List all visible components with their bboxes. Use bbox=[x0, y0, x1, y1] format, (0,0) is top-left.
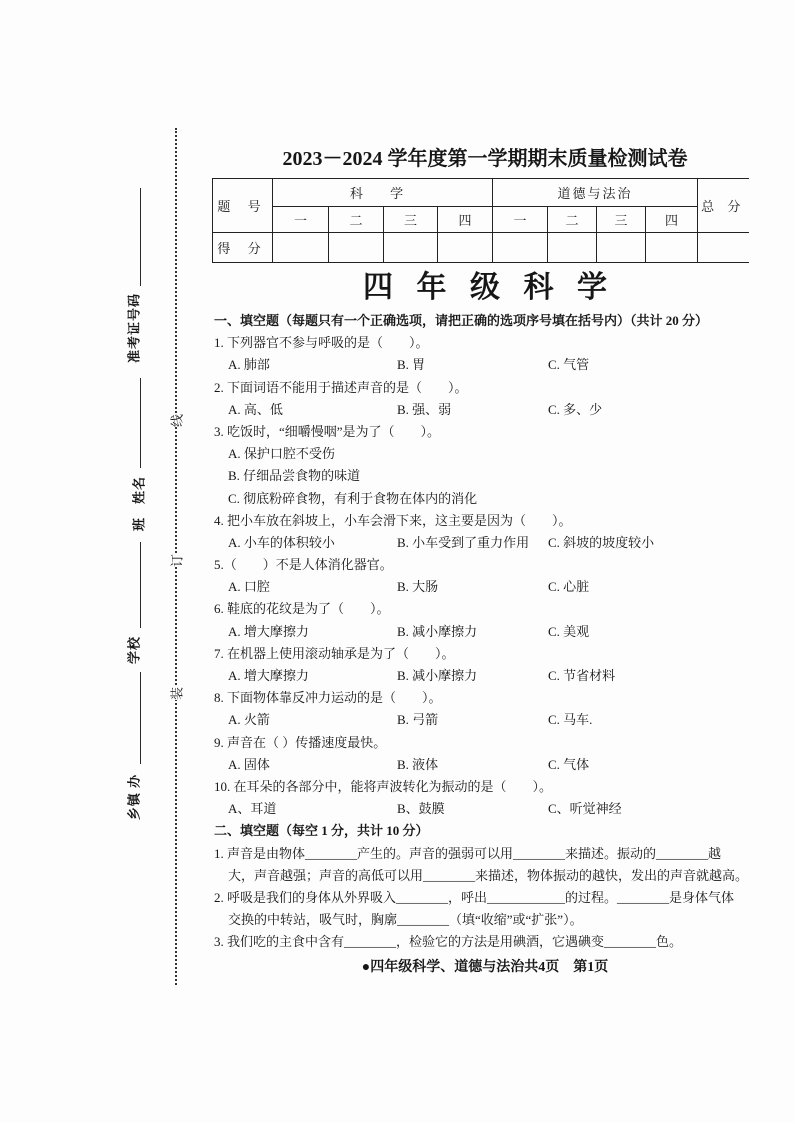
option-c: C. 气体 bbox=[548, 756, 590, 772]
option-c: C、听觉神经 bbox=[548, 801, 622, 817]
score-cell bbox=[646, 233, 698, 263]
option-b: B. 液体 bbox=[397, 756, 439, 772]
question-stem: 3. 吃饭时，“细嚼慢咽”是为了（ ）。 bbox=[214, 423, 441, 439]
fill-in-line: 交换的中转站，吸气时，胸廓________（填“收缩”或“扩张”）。 bbox=[228, 912, 583, 928]
class-underline bbox=[140, 542, 141, 628]
option-c: C. 心脏 bbox=[548, 579, 590, 595]
question-stem: 8. 下面物体靠反冲力运动的是（ ）。 bbox=[214, 690, 442, 706]
score-row-label: 得 分 bbox=[213, 233, 273, 263]
option-b: B、鼓膜 bbox=[397, 801, 445, 817]
option-a: A、耳道 bbox=[228, 801, 277, 817]
morality-part-1: 一 bbox=[493, 207, 548, 233]
option-row bbox=[214, 354, 748, 376]
question-stem: 6. 鞋底的花纹是为了（ ）。 bbox=[214, 601, 390, 617]
option-c: C. 彻底粉碎食物，有利于食物在体内的消化 bbox=[228, 490, 478, 506]
score-cell bbox=[329, 233, 384, 263]
score-table-science-header: 科 学 bbox=[273, 179, 493, 207]
option-c: C. 美观 bbox=[548, 623, 590, 639]
question-stem: 1. 下列器官不参与呼吸的是（ ）。 bbox=[214, 335, 429, 351]
option-b: B. 仔细品尝食物的味道 bbox=[228, 468, 361, 484]
option-b: B. 大肠 bbox=[397, 579, 439, 595]
option-a: A. 增大摩擦力 bbox=[228, 668, 309, 683]
question-stem: 9. 声音在（ ）传播速度最快。 bbox=[214, 734, 387, 750]
option-b: B. 胃 bbox=[397, 357, 426, 373]
option-c: C. 斜坡的坡度较小 bbox=[548, 534, 655, 550]
score-cell bbox=[493, 233, 548, 263]
option-row bbox=[214, 754, 748, 776]
option-row bbox=[214, 665, 748, 687]
option-b: B. 弓箭 bbox=[397, 712, 439, 728]
section2-heading: 二、填空题（每空 1 分，共计 10 分） bbox=[214, 823, 429, 839]
option-c: C. 气管 bbox=[548, 357, 590, 373]
option-c: C. 节省材料 bbox=[548, 668, 616, 683]
option-b: B. 小车受到了重力作用 bbox=[397, 534, 530, 550]
science-part-1: 一 bbox=[273, 207, 329, 233]
score-table-total-header: 总 分 bbox=[698, 179, 749, 233]
question-stem: 7. 在机器上使用滚动轴承是为了（ ）。 bbox=[214, 645, 455, 661]
option-a: A. 固体 bbox=[228, 756, 270, 772]
morality-part-2: 二 bbox=[548, 207, 597, 233]
paper-title: 四 年 级 科 学 bbox=[363, 271, 615, 304]
option-c: C. 多、少 bbox=[548, 401, 603, 417]
exam-title: 2023－2024 学年度第一学期期末质量检测试卷 bbox=[282, 148, 688, 170]
score-cell bbox=[384, 233, 438, 263]
question-stem: 5.（ ）不是人体消化器官。 bbox=[214, 557, 393, 573]
footer-page-info: ●四年级科学、道德与法治共4页 第1页 bbox=[361, 960, 609, 975]
option-b: B. 强、弱 bbox=[397, 401, 452, 417]
fill-in-line: 1. 声音是由物体________产生的。声音的强弱可以用________来描述。振动的________越 bbox=[214, 845, 722, 861]
name-underline bbox=[140, 378, 141, 468]
science-part-4: 四 bbox=[438, 207, 493, 233]
option-row bbox=[214, 576, 748, 598]
score-table bbox=[212, 178, 749, 263]
question-stem: 2. 下面词语不能用于描述声音的是（ ）。 bbox=[214, 379, 468, 395]
option-b: B. 减小摩擦力 bbox=[397, 668, 478, 683]
school-underline bbox=[140, 672, 141, 764]
option-a: A. 高、低 bbox=[228, 401, 283, 417]
score-cell bbox=[548, 233, 597, 263]
score-cell bbox=[438, 233, 493, 263]
exam-page: 乡镇 办 学校 班 姓名 准考证号码 线 订 装 2023－2024 学年度第一学期期末质量检测试卷 题 号 科 学 道德与法治 总 分 一 二 三 四 一 二 三 四 得 分 四 年 级 科 学 一、填空题（每题只有一个正确选项，请把正确的选项序号填在括号内）（共计 20 分） 1. 下列器官不参与呼吸的是（ ）。 A. 肺部 B. 胃 C. 气管 2. 下面词语不能用于描述声音的是（ ）。 A. 高、低 B. 强、弱 C. 多、少 3. 吃饭时，“细嚼慢咽”是为了（ ）。 A. 保护口腔不受伤 B. 仔细品尝食物的味道 C. 彻底粉碎食物，有利于食物在体内的消化 4. 把小车放在斜坡上，小车会滑下来，这主要是因为（ ）。 A. 小车的体积较小 B. 小车受到了重力作用 C. 斜坡的坡度较小 5.（ ）不是人体消化器官。 A. 口腔 B. 大肠 C. 心脏 6. 鞋底的花纹是为了（ ）。 A. 增大摩擦力 B. 减小摩擦力 C. 美观 7. 在机器上使用滚动轴承是为了（ ）。 A. 增大摩擦力 B. 减小摩擦力 C. 节省材料 8. 下面物体靠反冲力运动的是（ ）。 A. 火箭 B. 弓箭 C. 马车. 9. 声音在（ ）传播速度最快。 A. 固体 B. 液体 C. 气体 10. 在耳朵的各部分中，能将声波转化为振动的是（ ）。 A、耳道 B、鼓膜 C、听觉神经 二、填空题（每空 1 分，共计 10 分） 1. 声音是由物体________产生的。声音的强弱可以用________来描述。振动的________越 大，声音越强；声音的高低可以用________来描述，物体振动的越快，发出的声音就越高。 2. 呼吸是我们的身体从外界吸入________，呼出____________的过程。________是身体气体 交换的中转站，吸气时，胸廓________（填“收缩”或“扩张”）。 3. 我们吃的主食中含有________，检验它的方法是用碘酒，它遇碘变________色。 ●四年级科学、道德与法治共4页 第1页 bbox=[0, 0, 794, 1123]
section1-heading: 一、填空题（每题只有一个正确选项，请把正确的选项序号填在括号内）（共计 20 分） bbox=[214, 313, 709, 328]
option-a: A. 保护口腔不受伤 bbox=[228, 446, 335, 462]
option-a: A. 口腔 bbox=[228, 579, 270, 595]
fill-in-line: 2. 呼吸是我们的身体从外界吸入________，呼出____________的过程。________是身体气体 bbox=[214, 889, 735, 905]
fill-in-line: 大，声音越强；声音的高低可以用________来描述，物体振动的越快，发出的声音就越高。 bbox=[228, 867, 748, 883]
option-row bbox=[214, 798, 748, 820]
option-a: A. 肺部 bbox=[228, 357, 270, 373]
total-score-cell bbox=[698, 233, 749, 263]
option-a: A. 火箭 bbox=[228, 712, 270, 728]
score-table-morality-header: 道德与法治 bbox=[493, 179, 698, 207]
exam-id-underline bbox=[140, 188, 141, 286]
fill-in-line: 3. 我们吃的主食中含有________，检验它的方法是用碘酒，它遇碘变________色。 bbox=[214, 934, 683, 950]
morality-part-4: 四 bbox=[646, 207, 698, 233]
morality-part-3: 三 bbox=[597, 207, 646, 233]
science-part-3: 三 bbox=[384, 207, 438, 233]
score-table-item-header: 题 号 bbox=[213, 179, 273, 233]
option-c: C. 马车. bbox=[548, 712, 593, 728]
question-stem: 4. 把小车放在斜坡上，小车会滑下来，这主要是因为（ ）。 bbox=[214, 512, 572, 528]
question-stem: 10. 在耳朵的各部分中，能将声波转化为振动的是（ ）。 bbox=[214, 778, 553, 794]
option-row bbox=[214, 621, 748, 643]
science-part-2: 二 bbox=[329, 207, 384, 233]
option-b: B. 减小摩擦力 bbox=[397, 623, 478, 639]
option-a: A. 增大摩擦力 bbox=[228, 623, 309, 639]
option-row bbox=[214, 532, 748, 554]
option-row bbox=[214, 709, 748, 731]
option-row bbox=[214, 399, 748, 421]
option-a: A. 小车的体积较小 bbox=[228, 534, 335, 550]
score-cell bbox=[597, 233, 646, 263]
score-cell bbox=[273, 233, 329, 263]
questions-area bbox=[214, 310, 748, 953]
